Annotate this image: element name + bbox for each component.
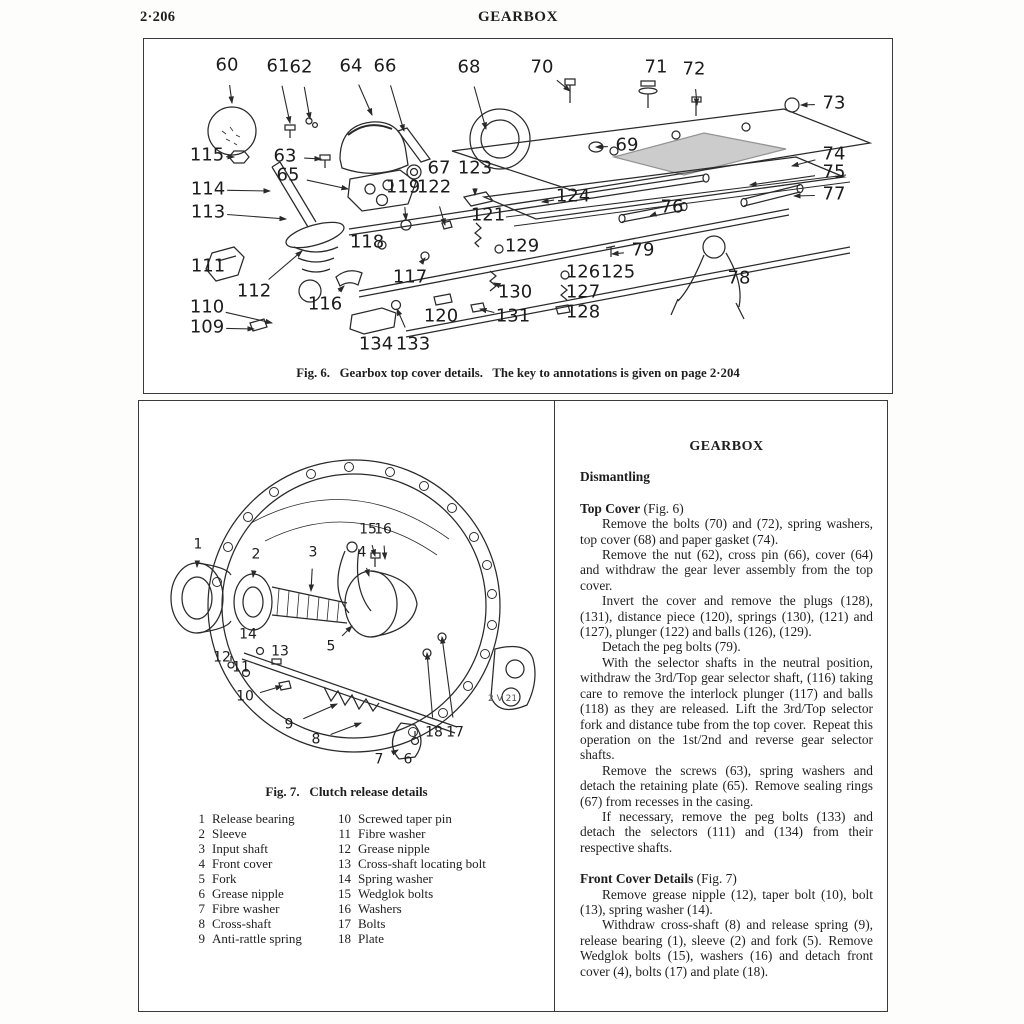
leader-line [331, 723, 361, 735]
leader-line [303, 704, 337, 719]
fig6-callout-129: 129 [504, 235, 540, 257]
heading-top-cover [580, 501, 873, 516]
fig6-callout-66: 66 [373, 55, 397, 77]
leader-line [307, 180, 348, 189]
fig6-callout-127: 127 [565, 281, 601, 303]
page-number: 2·206 [140, 9, 176, 25]
fig7-pane [139, 401, 555, 1011]
fig6-callout-73: 73 [822, 92, 846, 114]
paragraph: Invert the cover and remove the plugs (128), (131), distance piece (120), springs (130), (121) and (127), plunger (122) and balls (126), (129). [580, 593, 873, 640]
fig7-callout-1: 1 [193, 536, 203, 553]
fig6-callout-130: 130 [497, 281, 533, 303]
fig6-callout-74: 74 [822, 143, 846, 165]
fig6-callout-121: 121 [470, 204, 506, 226]
fig7-callout-5: 5 [326, 638, 336, 655]
fig6-callout-124: 124 [555, 185, 591, 207]
fig7-callout-17: 17 [446, 724, 464, 741]
fig7-caption: Fig. 7. Clutch release details [265, 784, 428, 799]
fig6-illustration-area [144, 39, 892, 393]
fig6-callout-79: 79 [631, 239, 655, 261]
fig6-callout-126: 126 [565, 261, 601, 283]
heading-top-cover-fig: (Fig. 6) [640, 500, 684, 516]
fig6-callout-115: 115 [189, 144, 225, 166]
article-pane [555, 401, 887, 1011]
article [555, 401, 887, 1011]
paragraph: Detach the peg bolts (79). [602, 639, 741, 655]
leader-line [339, 286, 344, 291]
paragraph: If necessary, remove the peg bolts (133) and detach the selectors (111) and (134) from their respective shafts. [580, 808, 873, 855]
fig6-callout-122: 122 [416, 176, 452, 198]
part-item-10: 10 Screwed taper pin [338, 811, 452, 826]
fig7-callout-15: 15 [359, 521, 377, 538]
fig6-callout-67: 67 [427, 157, 451, 179]
fig7-callout-8: 8 [311, 731, 321, 748]
leader-line [372, 545, 375, 556]
part-item-13: 13 Cross-shaft locating bolt [338, 856, 486, 871]
fig7-callout-16: 16 [374, 521, 392, 538]
leader-line [227, 215, 286, 220]
leader-line [359, 85, 372, 115]
paragraph: Remove the bolts (70) and (72), spring washers, top cover (68) and paper gasket (74). [580, 516, 873, 547]
fig6-callout-109: 109 [189, 316, 225, 338]
fig7-drawing [171, 460, 535, 759]
fig6-frame [143, 38, 893, 394]
fig7-callout-7: 7 [374, 751, 384, 768]
leader-line [397, 309, 405, 328]
fig6-callout-65: 65 [276, 164, 300, 186]
fig6-callout-116: 116 [307, 293, 343, 315]
leader-line [282, 86, 290, 123]
fig7-callout-11: 11 [232, 659, 250, 676]
leader-line [427, 653, 433, 718]
fig7-callout-2: 2 [251, 546, 261, 563]
heading-front-cover-bold: Front Cover Details [580, 871, 694, 887]
fig6-callout-120: 120 [423, 305, 459, 327]
page-header-title: GEARBOX [477, 9, 559, 25]
part-item-1: 1 Release bearing [198, 811, 295, 826]
fig6-callout-114: 114 [190, 178, 226, 200]
part-item-11: 11 Fibre washer [338, 826, 426, 841]
parts-column-1 [169, 811, 315, 946]
fig6-callout-76: 76 [660, 196, 684, 218]
leader-line [226, 312, 272, 323]
paragraph: Remove grease nipple (12), taper bolt (10), bolt (13), spring washer (14). [580, 886, 873, 917]
lower-frame [138, 400, 888, 1012]
part-item-8: 8 Cross-shaft [198, 916, 272, 931]
part-item-5: 5 Fork [198, 871, 237, 886]
leader-line [794, 196, 815, 197]
fig6-callout-78: 78 [727, 267, 751, 289]
fig6-callout-119: 119 [385, 176, 421, 198]
leader-line [542, 200, 554, 202]
part-item-16: 16 Washers [338, 901, 402, 916]
fig7-callout-13: 13 [271, 643, 289, 660]
fig6-callout-61: 61 [266, 55, 290, 77]
leader-line [304, 87, 310, 119]
leader-line [405, 207, 406, 220]
leader-line [227, 190, 270, 191]
fig7-callout-14: 14 [239, 626, 257, 643]
fig6-caption: Fig. 6. Gearbox top cover details. The key to annotations is given on page 2·204 [296, 366, 740, 380]
fig7-callout-6: 6 [403, 751, 413, 768]
fig7-callout-10: 10 [236, 688, 254, 705]
part-item-2: 2 Sleeve [198, 826, 247, 841]
fig7-plate-mark: 2 V 21 [488, 694, 518, 704]
part-item-3: 3 Input shaft [198, 841, 268, 856]
fig6-callout-123: 123 [457, 157, 493, 179]
paragraph: Withdraw cross-shaft (8) and release spring (9), release bearing (1), sleeve (2) and fork (5). Remove Wedglok bolts (15), washers (16) and detach front cover (4), bolts (17) and plate (18). [580, 917, 873, 979]
leader-line [226, 328, 254, 329]
leader-line [442, 637, 453, 718]
fig6-drawing [206, 79, 870, 337]
fig6-callout-134: 134 [358, 333, 394, 355]
fig6-callout-71: 71 [644, 56, 668, 78]
fig7-callout-4: 4 [357, 544, 367, 561]
heading-front-cover-fig: (Fig. 7) [693, 871, 737, 887]
fig6-callout-75: 75 [822, 161, 846, 183]
fig6-callout-118: 118 [349, 231, 385, 253]
part-item-18: 18 Plate [338, 931, 384, 946]
fig6-callout-112: 112 [236, 280, 272, 302]
fig6-callout-110: 110 [189, 296, 225, 318]
fig7-callout-9: 9 [284, 716, 294, 733]
leader-line [342, 626, 352, 636]
leader-line [253, 571, 254, 578]
leader-line [269, 251, 302, 280]
leader-line [384, 546, 385, 559]
leader-line [474, 87, 486, 130]
fig6-callout-133: 133 [395, 333, 431, 355]
fig6-callout-64: 64 [339, 55, 363, 77]
part-item-6: 6 Grease nipple [198, 886, 284, 901]
part-item-12: 12 Grease nipple [338, 841, 430, 856]
paragraph: Remove the screws (63), spring washers and detach the retaining plate (65). Remove sealing rings (67) from recesses in the casing. [580, 762, 873, 809]
leader-line [260, 686, 282, 693]
fig6-callout-68: 68 [457, 56, 481, 78]
article-title: GEARBOX [689, 439, 764, 454]
leader-line [391, 85, 405, 131]
fig6-callout-62: 62 [289, 56, 313, 78]
fig6-callout-111: 111 [190, 255, 226, 277]
paragraph: With the selector shafts in the neutral position, withdraw the 3rd/Top gear selector shaft, (116) taking care to remove the interlock plunger (117) and balls (118) as they are released. Lift the 3rd/Top selector fork and distance tube from the top cover. Repeat this operation on the 1st/2nd and reverse gear selector shafts. [580, 654, 873, 763]
fig6-callout-77: 77 [822, 183, 846, 205]
part-item-17: 17 Bolts [338, 916, 386, 931]
part-item-4: 4 Front cover [198, 856, 273, 871]
article-section-dismantling: Dismantling [580, 469, 650, 485]
fig6-callout-117: 117 [392, 266, 428, 288]
parts-column-2 [315, 811, 545, 946]
part-item-14: 14 Spring washer [338, 871, 433, 886]
fig6-callout-63: 63 [273, 145, 297, 167]
part-item-7: 7 Fibre washer [198, 901, 280, 916]
paragraph: Remove the nut (62), cross pin (66), cover (64) and withdraw the gear lever assembly from the top cover. [580, 547, 873, 593]
leader-line [311, 569, 312, 591]
fig6-callout-113: 113 [190, 201, 226, 223]
fig6-callout-70: 70 [530, 56, 554, 78]
fig7-callout-18: 18 [425, 724, 443, 741]
fig6-callout-72: 72 [682, 58, 706, 80]
fig6-callout-60: 60 [215, 54, 239, 76]
fig6-callout-128: 128 [565, 301, 601, 323]
fig7-callout-3: 3 [308, 544, 318, 561]
leader-line [612, 253, 624, 254]
fig6-callout-69: 69 [615, 134, 639, 156]
part-item-9: 9 Anti-rattle spring [198, 931, 302, 946]
fig6-illustration [144, 39, 892, 393]
heading-front-cover [580, 871, 873, 886]
fig6-callout-131: 131 [495, 305, 531, 327]
leader-line [230, 85, 232, 103]
heading-top-cover-bold: Top Cover [580, 500, 641, 516]
part-item-15: 15 Wedglok bolts [338, 886, 434, 901]
fig6-callout-125: 125 [600, 261, 636, 283]
leader-line [304, 158, 321, 159]
fig7-callout-12: 12 [213, 649, 231, 666]
